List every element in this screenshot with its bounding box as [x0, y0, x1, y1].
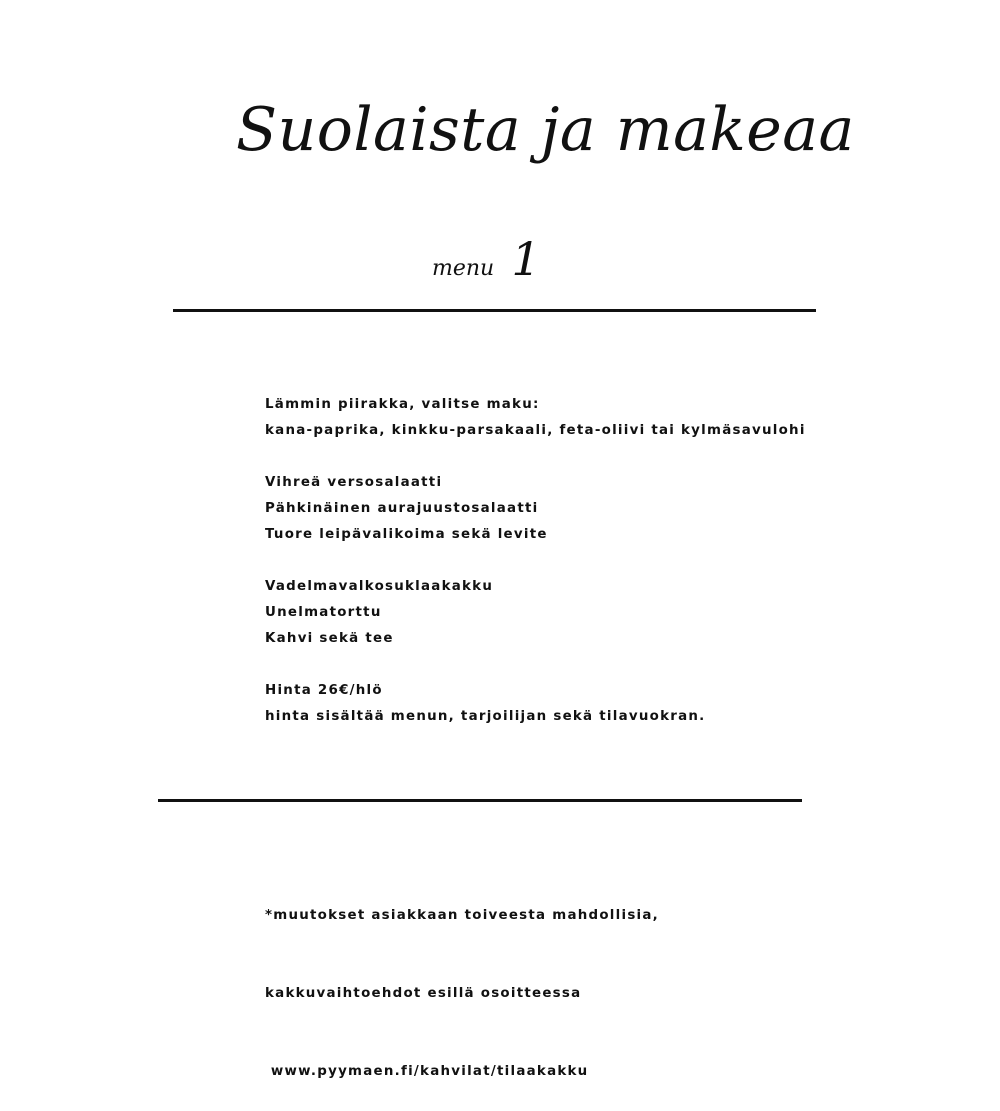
salad-group — [265, 470, 806, 548]
price-group — [265, 678, 806, 730]
menu-line: Vadelmavalkosuklaakakku — [265, 579, 494, 594]
menu-number: 1 — [511, 232, 541, 286]
footer-line: *muutokset asiakkaan toiveesta mahdollisia, — [265, 908, 660, 923]
menu-line: kana-paprika, kinkku-parsakaali, feta-oliivi tai kylmäsavulohi — [265, 423, 806, 438]
footer-note — [265, 851, 659, 1111]
price-line: Hinta 26€/hlö — [265, 683, 383, 698]
top-divider — [173, 309, 816, 312]
bottom-divider — [158, 799, 802, 802]
footer-line: kakkuvaihtoehdot esillä osoitteessa — [265, 986, 582, 1001]
footer-url[interactable]: www.pyymaen.fi/kahvilat/tilaakakku — [265, 1064, 589, 1079]
menu-line: Vihreä versosalaatti — [265, 475, 443, 490]
menu-line: Lämmin piirakka, valitse maku: — [265, 397, 540, 412]
menu-title: Suolaista ja makeaa — [236, 95, 855, 165]
menu-line: Unelmatorttu — [265, 605, 382, 620]
dessert-group — [265, 574, 806, 652]
menu-line: Kahvi sekä tee — [265, 631, 394, 646]
menu-subtitle — [432, 232, 541, 286]
menu-line: Tuore leipävalikoima sekä levite — [265, 527, 548, 542]
menu-line: Pähkinäinen aurajuustosalaatti — [265, 501, 539, 516]
price-note: hinta sisältää menun, tarjoilijan sekä tilavuokran. — [265, 709, 706, 724]
menu-items — [265, 392, 806, 730]
savory-group — [265, 392, 806, 444]
menu-word: menu — [432, 256, 495, 281]
